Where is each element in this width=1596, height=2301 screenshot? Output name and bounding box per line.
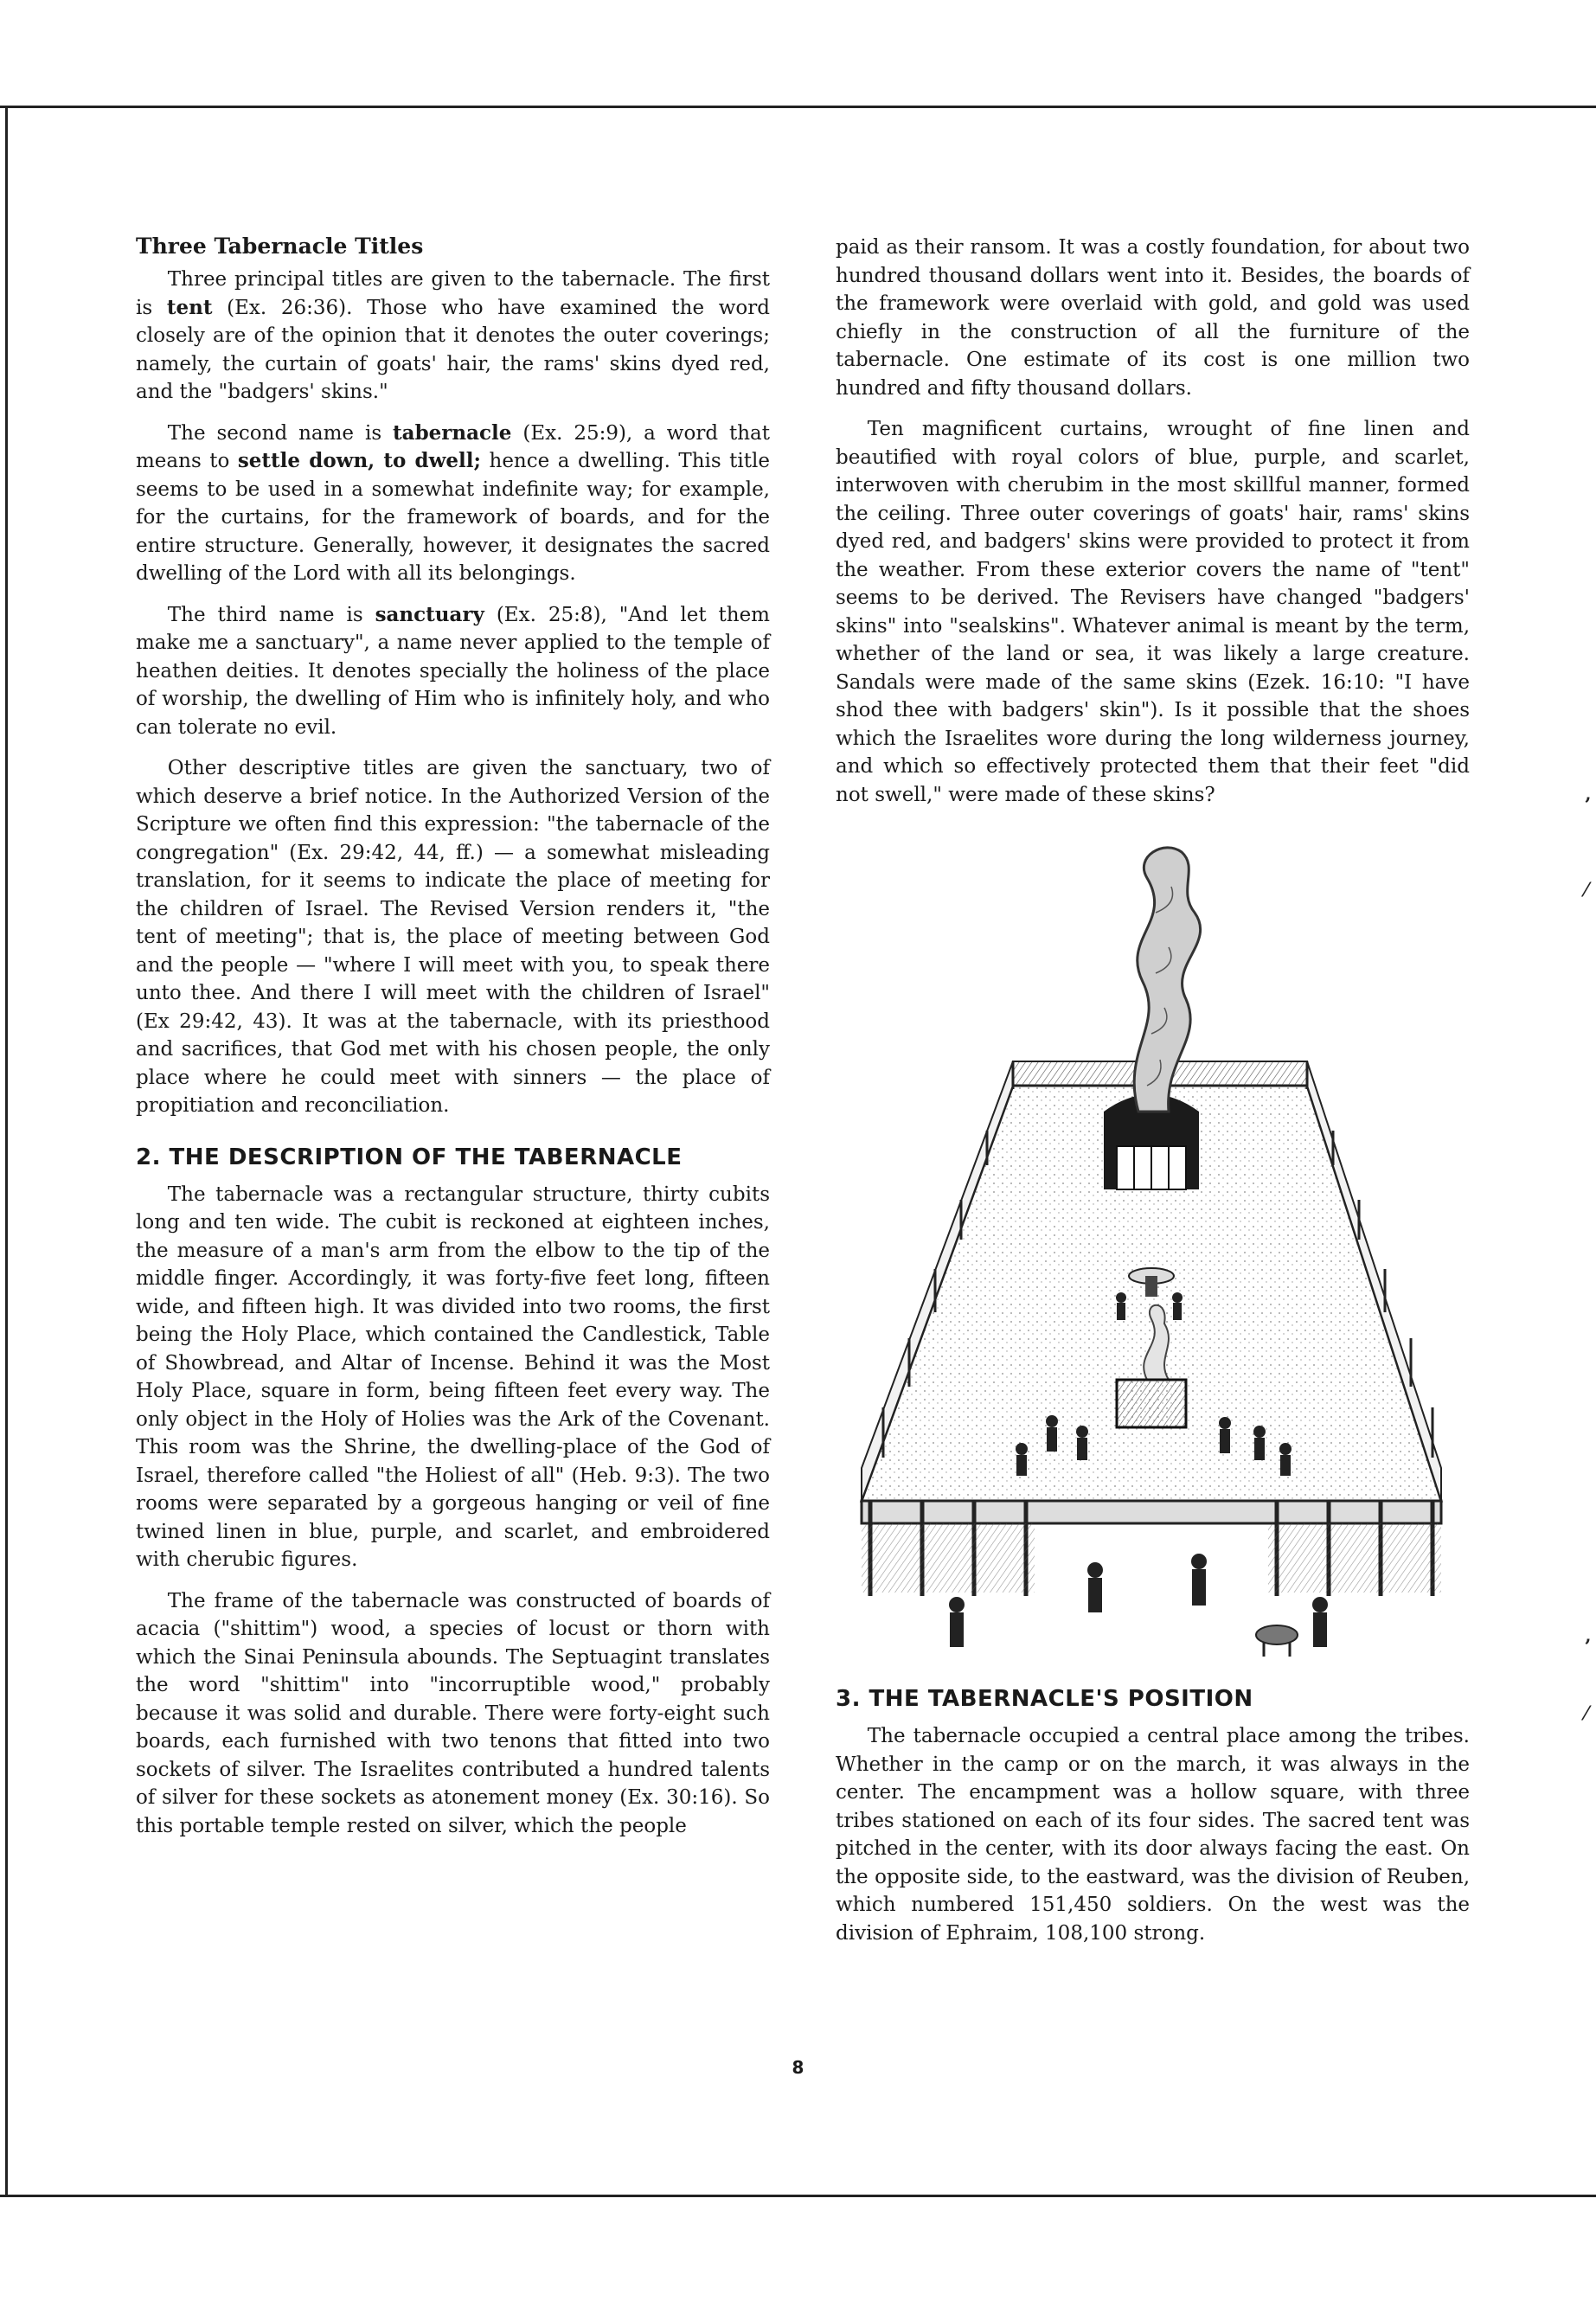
paragraph-tent: Three principal titles are given to the tabernacle. The first is tent (Ex. 26:36). Those who have examined the word closely are of the opinion that it denotes the outer coverings; namely, the curtain of goats' hair, the rams' skins dyed red, and the "badgers' skins." bbox=[136, 268, 770, 403]
margin-tick-icon: ‚ bbox=[1585, 1625, 1592, 1647]
paragraph-curtains: Ten magnificent curtains, wrought of fine linen and beautified with royal colors of blue, purple, and scarlet, interwoven with cherubim in the most skillful manner, formed the ceiling. Three outer coverings of goats' hair, rams' skins dyed red, and badgers' skins were provided to protect it from the weather. From these exterior covers the name of "tent" seems to be derived. The Revisers have changed "badgers' skins" into "sealskins". Whatever animal is meant by the term, whether of the land or sea, it was likely a large creature. Sandals were made of the same skins (Ezek. 16:10: "I have shod thee with badgers' skin"). Is it possible that the shoes which the Israelites wore during the long wilderness journey, and which so effectively protected them that their feet "did not swell," were made of these skins? bbox=[836, 418, 1470, 806]
paragraph-ransom: paid as their ransom. It was a costly foundation, for about two hundred thousand dollars went into it. Besides, the boards of the framework were overlaid with gold, and gold was used chiefly in the construction of all the furniture of the tabernacle. One estimate of its cost is one million two hundred and fifty thousand dollars. bbox=[836, 236, 1470, 400]
right-column bbox=[836, 234, 1470, 1947]
margin-tick-icon: ⁄ bbox=[1585, 879, 1588, 901]
scan-edge-top bbox=[0, 106, 1596, 108]
page-number: 8 bbox=[792, 2057, 804, 2078]
paragraph-frame: The frame of the tabernacle was constructed of boards of acacia ("shittim") wood, a species of locust or thorn with which the Sinai Peninsula abounds. The Septuagint translates the word "shittim" into "incorruptible wood," probably because it was solid and durable. There were forty-eight such boards, each furnished with two tenons that fitted into two sockets of silver. The Israelites contributed a hundred talents of silver for these sockets as atonement money (Ex. 30:16). So this portable temple rested on silver, which the people bbox=[136, 1589, 770, 1837]
scan-edge-left bbox=[5, 107, 8, 2195]
paragraph-structure: The tabernacle was a rectangular structure, thirty cubits long and ten wide. The cubit is reckoned at eighteen inches, the measure of a man's arm from the elbow to the tip of the middle finger. Accordingly, it was forty-five feet long, fifteen wide, and fifteen high. It was divided into two rooms, the first being the Holy Place, which contained the Candlestick, Table of Showbread, and Altar of Incense. Behind it was the Most Holy Place, square in form, being fifteen feet every way. The only object in the Holy of Holies was the Ark of the Covenant. This room was the Shrine, the dwelling-place of the God of Israel, therefore called "the Holiest of all" (Heb. 9:3). The two rooms were separated by a gorgeous hanging or veil of fine twined linen in blue, purple, and scarlet, and embroidered with cherubic figures. bbox=[136, 1183, 770, 1571]
tabernacle-court-engraving bbox=[836, 826, 1470, 1674]
paragraph-sanctuary: The third name is sanctuary (Ex. 25:8), "And let them make me a sanctuary", a name never applied to the temple of heathen deities. It denotes specially the holiness of the place of worship, the dwelling of Him who is infinitely holy, and who can tolerate no evil. bbox=[136, 602, 770, 739]
paragraph-other-titles: Other descriptive titles are given the sanctuary, two of which deserve a brief notice. In the Authorized Version of the Scripture we often find this expression: "the tabernacle of the congregation" (Ex. 29:42, 44, ff.) — a somewhat misleading translation, for it seems to indicate the place of meeting for the children of Israel. The Revised Version renders it, "the tent of meeting"; that is, the place of meeting between God and the people — "where I will meet with you, to speak there unto thee. And there I will meet with the children of Israel" (Ex 29:42, 43). It was at the tabernacle, with its priesthood and sacrifices, that God met with his chosen people, the only place where he could meet with sinners — the place of propitiation and reconciliation. bbox=[136, 757, 770, 1117]
margin-tick-icon: ‚ bbox=[1585, 783, 1592, 805]
section-heading-position: 3. THE TABERNACLE'S POSITION bbox=[836, 1686, 1253, 1712]
scan-edge-bottom bbox=[0, 2195, 1596, 2197]
subheading-three-titles: Three Tabernacle Titles bbox=[136, 234, 424, 259]
tabernacle-court-icon bbox=[836, 826, 1470, 1674]
margin-tick-icon: ⁄ bbox=[1585, 1702, 1588, 1725]
paragraph-position: The tabernacle occupied a central place among the tribes. Whether in the camp or on the march, it was always in the center. The encampment was a hollow square, with three tribes stationed on each of its four sides. The sacred tent was pitched in the center, with its door always facing the east. On the opposite side, to the eastward, was the division of Reuben, which numbered 151,450 soldiers. On the west was the division of Ephraim, 108,100 strong. bbox=[836, 1725, 1470, 1945]
section-heading-description: 2. THE DESCRIPTION OF THE TABERNACLE bbox=[136, 1144, 683, 1170]
left-column bbox=[136, 234, 770, 1840]
paragraph-tabernacle: The second name is tabernacle (Ex. 25:9), a word that means to settle down, to dwell; hence a dwelling. This title seems to be used in a somewhat indefinite way; for example, for the curtains, for the framework of boards, and for the entire structure. Generally, however, it designates the sacred dwelling of the Lord with all its belongings. bbox=[136, 420, 770, 585]
